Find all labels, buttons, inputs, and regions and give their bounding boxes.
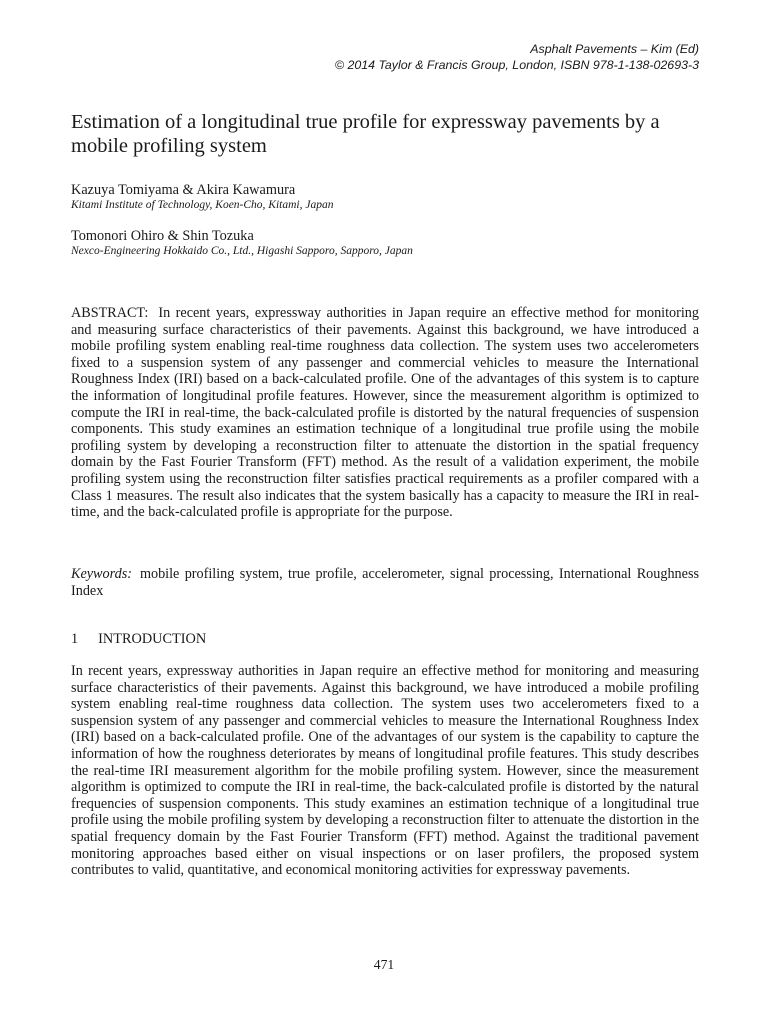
affiliation-1: Kitami Institute of Technology, Koen-Cho, Kitami, Japan [71,199,334,211]
introduction-paragraph: In recent years, expressway authorities in Japan require an effective method for monitoring and measuring surface characteristics of their pavements. Against this background, we have introduced a mobile profiling system enabling real-time roughness data collection. The system uses two accelerometers fixed to a suspension system of any passenger and commercial vehicles to measure the International Roughness Index (IRI) based on a back-calculated profile. One of the advantages of our system is the capability to capture the information of how the roughness deteriorates by means of longitudinal profile features. This study describes the real-time IRI measurement algorithm for the mobile profiling system. However, since the measurement algorithm is optimized to compute the IRI in real-time, the back-calculated profile is distorted by the natural frequencies of suspension components. This study examines an estimation technique of a longitudinal true profile using the mobile profiling system by developing a reconstruction filter to attenuate the distortion in the spatial frequency domain by the Fast Fourier Transform (FFT) method. Against the traditional pavement monitoring approaches based either on visual inspections or on laser profilers, the proposed system contributes to valid, quantitative, and economical monitoring activities for expressway pavements. [71,663,699,879]
affiliation-2: Nexco-Engineering Hokkaido Co., Ltd., Higashi Sapporo, Sapporo, Japan [71,245,413,257]
header-copyright: © 2014 Taylor & Francis Group, London, ISBN 978-1-138-02693-3 [334,58,699,72]
keywords-label: Keywords: [71,566,132,582]
section-heading [71,630,206,648]
abstract-label: ABSTRACT: [71,305,149,321]
author-group-2: Tomonori Ohiro & Shin Tozuka [71,228,254,244]
keywords [71,566,699,599]
abstract [71,305,699,521]
page-number: 471 [373,957,395,972]
abstract-text: In recent years, expressway authorities in Japan require an effective method for monitoring and measuring surface characteristics of their pavements. Against this background, we have introduced a mobile profiling system enabling real-time roughness data collection. The system uses two accelerometers fixed to a suspension system of any passenger and commercial vehicles to measure the International Roughness Index (IRI) based on a back-calculated profile. One of the advantages of this system is to capture the information of longitudinal profile features. However, since the measurement algorithm is optimized to compute the IRI in real-time, the back-calculated profile is distorted by the natural frequencies of suspension components. This study examines an estimation technique of a longitudinal true profile using the mobile profiling system by developing a reconstruction filter to attenuate the distortion in the spatial frequency domain by the Fast Fourier Transform (FFT) method. As the result of a validation experiment, the mobile profiling system using the reconstruction filter satisfies practical requirements as a profiler compared with a Class 1 measures. The result also indicates that the system basically has a capacity to measure the IRI in real-time, and the back-calculated profile is appropriate for the purpose. [71,305,699,521]
section-title: INTRODUCTION [98,631,207,647]
running-header [335,41,699,73]
section-number: 1 [71,631,79,647]
paper-title: Estimation of a longitudinal true profile for expressway pavements by a mobile profiling system [71,111,660,157]
author-group-1: Kazuya Tomiyama & Akira Kawamura [71,182,296,198]
keywords-text: mobile profiling system, true profile, accelerometer, signal processing, International Roughness Index [71,566,699,599]
header-book-title: Asphalt Pavements – Kim (Ed) [530,42,699,56]
